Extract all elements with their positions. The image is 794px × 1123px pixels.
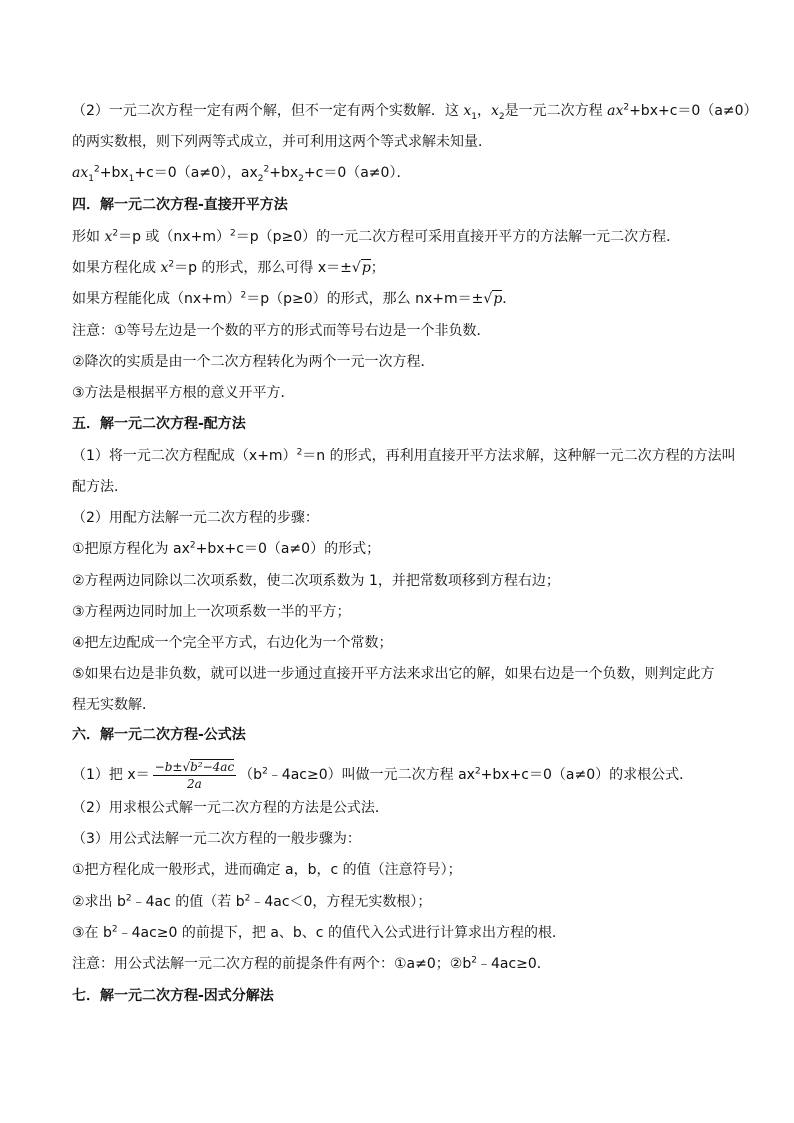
section5-title: 五．解一元二次方程-配方法 [72,416,246,432]
section5-p2: （2）用配方法解一元二次方程的步骤： [72,510,319,526]
para2-line1: （2）一元二次方程一定有两个解，但不一定有两个实数解．这 $x_1$，$x_2$是一元二次方程 $ax^2+bx+c=0(a\ne 0)$ [72,102,758,122]
section5-step1: ①把原方程化为 $ax^2+bx+c=0(a\ne 0)$的形式； [72,540,381,557]
sqrt-p-2: √p [483,291,503,307]
section5-step4: ④把左边配成一个完全平方式，右边化为一个常数； [72,635,393,651]
section4-line1: 形如 $x^2=p$ 或$(nx+m)^2=p(p\ge 0)$的一元二次方程可采用直接开平方的方法解一元二次方程． [72,228,681,245]
section6-p1: （1）把 x＝ $\frac{\text{−b±√b²−4ac}}{2a}$ $(b^2﹣4ac\ge 0)$叫做一元二次方程 $ax^2+bx+c=0(a\ne 0)$的求根公式． [72,759,694,791]
section5-step5-line1: ⑤如果右边是非负数，就可以进一步通过直接开平方法来求出它的解，如果右边是一个负数，则判定此方 [72,666,715,682]
section6-note: 注意：用公式法解一元二次方程的前提条件有两个：①a≠0；$②b^2﹣4ac\ge 0$． [72,955,551,972]
para2-line3: $ax_1^2+bx_1+c=0(a\ne 0)$，$ax_2^2+bx_2+c=0(a\ne 0)$． [72,164,411,184]
section6-title: 六．解一元二次方程-公式法 [72,727,246,743]
section4-line2: 如果方程化成 $x^2=p$ 的形式，那么可得 x＝±√p； [72,259,385,276]
section4-note2: ②降次的实质是由一个二次方程转化为两个一元一次方程． [72,354,435,370]
section5-p1-line2: 配方法． [72,479,128,495]
para2-line2: 的两实数根，则下列两等式成立，并可利用这两个等式求解未知量． [72,134,492,150]
section4-note1: 注意：①等号左边是一个数的平方的形式而等号右边是一个非负数． [72,323,491,339]
section5-step5-line2: 程无实数解． [72,697,156,713]
section6-p2: （2）用求根公式解一元二次方程的方法是公式法． [72,800,389,816]
section6-step1: ①把方程化成一般形式，进而确定 a，b，c 的值（注意符号）； [72,862,462,878]
sqrt-p: √p [351,260,371,276]
quadratic-formula-fraction: $\frac{\text{−b±√b²−4ac}}{2a}$ [154,759,235,791]
section6-step2: ②求出 $b^2﹣4ac$ 的值（若 $b^2﹣4ac<0$，方程无实数根）； [72,893,432,910]
section4-note3: ③方法是根据平方根的意义开平方． [72,385,295,401]
section6-step3: ③在 $b^2﹣4ac\ge 0$ 的前提下，把 a、b、c 的值代入公式进行计算求出方程的根． [72,924,566,941]
section7-title: 七．解一元二次方程-因式分解法 [72,988,274,1004]
section5-step2: ②方程两边同除以二次项系数，使二次项系数为 1，并把常数项移到方程右边； [72,573,560,589]
section5-step3: ③方程两边同时加上一次项系数一半的平方； [72,604,351,620]
section5-p1-line1: （1）将一元二次方程配成$(x+m)^2=n$ 的形式，再利用直接开平方法求解，这种解一元二次方程的方法叫 [72,447,736,464]
section4-title: 四．解一元二次方程-直接开平方法 [72,197,288,213]
section4-line3: 如果方程能化成$(nx+m)^2=p(p\ge 0)$的形式，那么 nx+m＝±√p． [72,290,517,307]
section6-p3: （3）用公式法解一元二次方程的一般步骤为： [72,831,361,847]
